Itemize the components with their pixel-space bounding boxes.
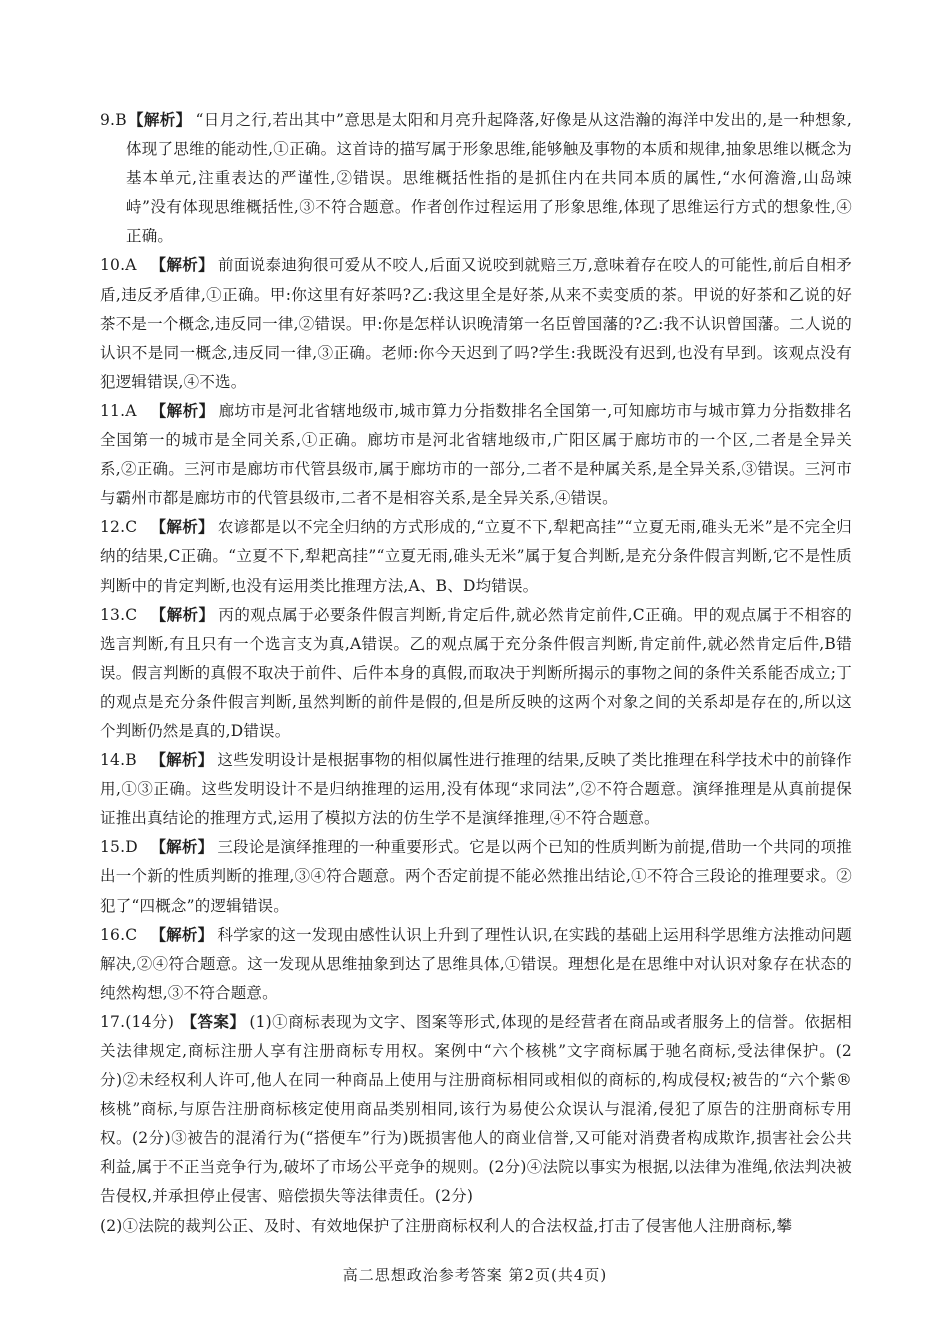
question-number: 9.B bbox=[100, 111, 127, 129]
answer-item-16 bbox=[100, 921, 852, 1008]
question-number: 17.(14分) bbox=[100, 1012, 175, 1031]
analysis-tag: 【解析】 bbox=[150, 838, 214, 857]
answer-item-17 bbox=[100, 1008, 852, 1212]
question-number: 13.C bbox=[100, 605, 138, 624]
analysis-tag: 【解析】 bbox=[150, 925, 214, 944]
question-number: 14.B bbox=[100, 751, 137, 770]
analysis-text: 廊坊市是河北省辖地级市,城市算力分指数排名全国第一,可知廊坊市与城市算力分指数排名全国第一的城市是全同关系,①正确。廊坊市是河北省辖地级市,广阳区属于廊坊市的一个区,二者是全异关系,②正确。三河市是廊坊市代管县级市,属于廊坊市的一部分,二者不是种属关系,是全异关系,③错误。三河市与霸州市都是廊坊市的代管县级市,二者不是相容关系,是全异关系,④错误。 bbox=[100, 401, 852, 508]
analysis-tag: 【解析】 bbox=[150, 401, 215, 420]
answer-content bbox=[100, 106, 852, 1241]
analysis-tag: 【解析】 bbox=[150, 605, 215, 624]
analysis-text: 科学家的这一发现由感性认识上升到了理性认识,在实践的基础上运用科学思维方法推动问题解决,②④符合题意。这一发现从思维抽象到达了思维具体,①错误。理想化是在思维中对认识对象存在状态的纯然构想,③不符合题意。 bbox=[100, 925, 852, 1002]
answer-item-11 bbox=[100, 397, 852, 513]
question-number: 15.D bbox=[100, 838, 138, 857]
question-number: 11.A bbox=[100, 401, 137, 420]
analysis-tag: 【解析】 bbox=[150, 256, 214, 275]
analysis-text: 这些发明设计是根据事物的相似属性进行推理的结果,反映了类比推理在科学技术中的前锋作用,①③正确。这些发明设计不是归纳推理的运用,没有体现“求同法”,②不符合题意。演绎推理是从真前提保证推出真结论的推理方式,运用了模拟方法的仿生学不是演绎推理,④不符合题意。 bbox=[100, 751, 852, 828]
answer-tag: 【答案】 bbox=[181, 1012, 246, 1031]
answer-item-9 bbox=[100, 106, 852, 251]
analysis-text: 前面说泰迪狗很可爱从不咬人,后面又说咬到就赔三万,意味着存在咬人的可能性,前后自相矛盾,违反矛盾律,①正确。甲:你这里有好茶吗?乙:我这里全是好茶,从来不卖变质的茶。甲说的好茶和乙说的好茶不是一个概念,违反同一律,②错误。甲:你是怎样认识晚清第一名臣曾国藩的?乙:我不认识曾国藩。二人说的认识不是同一概念,违反同一律,③正确。老师:你今天迟到了吗?学生:我既没有迟到,也没有早到。该观点没有犯逻辑错误,④不选。 bbox=[100, 256, 852, 391]
question-number: 12.C bbox=[100, 518, 138, 537]
question-number: 10.A bbox=[100, 256, 137, 275]
analysis-text: “日月之行,若出其中”意思是太阳和月亮升起降落,好像是从这浩瀚的海洋中发出的,是一种想象,体现了思维的能动性,①正确。这首诗的描写属于形象思维,能够触及事物的本质和规律,抽象思维以概念为基本单元,注重表达的严谨性,②错误。思维概括性指的是抓住内在共同本质的属性,“水何澹澹,山岛竦峙”没有体现思维概括性,③不符合题意。作者创作过程运用了形象思维,体现了思维运行方式的想象性,④正确。 bbox=[126, 111, 852, 246]
analysis-tag: 【解析】 bbox=[150, 751, 214, 770]
page-footer: 高二思想政治参考答案 第2页(共4页) bbox=[342, 1266, 608, 1284]
answer-item-13 bbox=[100, 601, 852, 746]
answer-item-15 bbox=[100, 833, 852, 920]
analysis-tag: 【解析】 bbox=[128, 111, 192, 129]
analysis-tag: 【解析】 bbox=[150, 518, 214, 537]
answer-item-14 bbox=[100, 746, 852, 833]
answer-item-10 bbox=[100, 251, 852, 396]
answer-continuation: (2)①法院的裁判公正、及时、有效地保护了注册商标权利人的合法权益,打击了侵害他人注册商标,攀 bbox=[100, 1216, 793, 1235]
analysis-text: 丙的观点属于必要条件假言判断,肯定后件,就必然肯定前件,C正确。甲的观点属于不相容的选言判断,有且只有一个选言支为真,A错误。乙的观点属于充分条件假言判断,肯定前件,就必然肯定后件,B错误。假言判断的真假不取决于前件、后件本身的真假,而取决于判断所揭示的事物之间的条件关系能否成立;丁的观点是充分条件假言判断,虽然判断的前件是假的,但是所反映的这两个对象之间的关系却是存在的,所以这个判断仍然是真的,D错误。 bbox=[100, 605, 852, 740]
answer-item-12 bbox=[100, 513, 852, 600]
analysis-text: 三段论是演绎推理的一种重要形式。它是以两个已知的性质判断为前提,借助一个共同的项推出一个新的性质判断的推理,③④符合题意。两个否定前提不能必然推出结论,①不符合三段论的推理要求。②犯了“四概念”的逻辑错误。 bbox=[100, 838, 852, 915]
analysis-text: 农谚都是以不完全归纳的方式形成的,“立夏不下,犁耙高挂”“立夏无雨,碓头无米”是不完全归纳的结果,C正确。“立夏不下,犁耙高挂”“立夏无雨,碓头无米”属于复合判断,是充分条件假言判断,它不是性质判断中的肯定判断,也没有运用类比推理方法,A、B、D均错误。 bbox=[100, 518, 852, 595]
answer-text: (1)①商标表现为文字、图案等形式,体现的是经营者在商品或者服务上的信誉。依据相关法律规定,商标注册人享有注册商标专用权。案例中“六个核桃”文字商标属于驰名商标,受法律保护。(2分)②未经权利人许可,他人在同一种商品上使用与注册商标相同或相似的商标的,构成侵权;被告的“六个紫®核桃”商标,与原告注册商标核定使用商品类别相同,该行为易使公众误认与混淆,侵犯了原告的注册商标专用权。(2分)③被告的混淆行为(“搭便车”行为)既损害他人的商业信誉,又可能对消费者构成欺诈,损害社会公共利益,属于不正当竞争行为,破坏了市场公平竞争的规则。(2分)④法院以事实为根据,以法律为准绳,依法判决被告侵权,并承担停止侵害、赔偿损失等法律责任。(2分) bbox=[100, 1012, 852, 1206]
question-number: 16.C bbox=[100, 925, 138, 944]
